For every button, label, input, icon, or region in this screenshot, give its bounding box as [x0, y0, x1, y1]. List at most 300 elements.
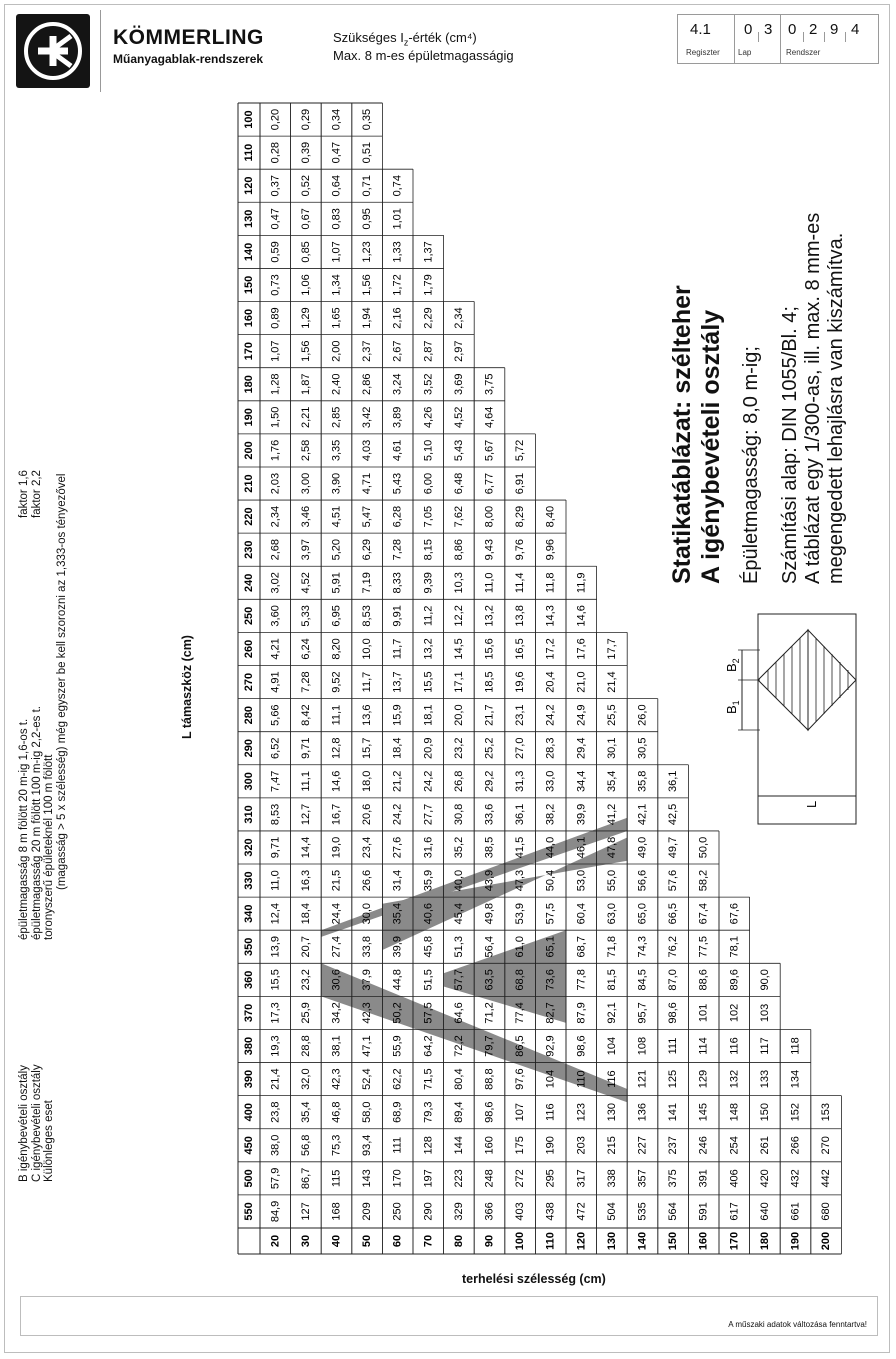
footer-note: A műszaki adatok változása fenntartva!: [728, 1320, 867, 1329]
table-cell: 15,6: [483, 638, 496, 660]
table-cell: 5,72: [514, 439, 527, 462]
table-cell: 62,2: [391, 1068, 404, 1090]
table-cell: 33,0: [544, 770, 557, 793]
table-cell: 472: [575, 1202, 588, 1221]
table-cell: 47,3: [514, 869, 527, 892]
title-line-2: A igénybevételi osztály: [697, 309, 725, 584]
table-cell: 141: [667, 1103, 680, 1122]
span-header: 140: [243, 242, 255, 262]
table-cell: 24,2: [422, 770, 435, 793]
table-cell: 4,61: [391, 439, 404, 462]
table-cell: 11,0: [483, 572, 496, 594]
table-cell: 18,1: [422, 704, 435, 726]
table-cell: 1,29: [299, 307, 312, 329]
table-cell: 5,66: [269, 704, 282, 726]
table-cell: 65,1: [544, 936, 557, 958]
table-cell: 6,00: [422, 472, 435, 495]
table-cell: 31,6: [422, 836, 435, 859]
table-cell: 3,02: [269, 572, 282, 594]
table-cell: 21,7: [483, 704, 496, 726]
span-header: 260: [243, 639, 255, 659]
table-cell: 1,01: [391, 208, 404, 230]
table-cell: 118: [789, 1037, 802, 1055]
table-cell: 104: [605, 1036, 618, 1056]
table-cell: 2,00: [330, 340, 343, 362]
table-cell: 270: [820, 1136, 833, 1155]
table-cell: 57,5: [422, 1002, 435, 1024]
table-cell: 1,34: [330, 274, 343, 296]
table-cell: 8,53: [361, 605, 374, 627]
table-cell: 49,0: [636, 836, 649, 859]
table-cell: 1,56: [361, 274, 374, 296]
brand-name: KÖMMERLING: [113, 26, 264, 49]
table-cell: 1,06: [299, 274, 312, 296]
table-cell: 17,1: [452, 671, 465, 693]
table-cell: 9,71: [299, 737, 312, 759]
table-cell: 38,0: [269, 1134, 282, 1156]
table-cell: 153: [820, 1103, 833, 1122]
table-cell: 30,6: [330, 969, 343, 991]
table-cell: 0,64: [330, 175, 343, 197]
span-header: 350: [243, 937, 255, 956]
table-cell: 6,28: [391, 505, 404, 528]
table-cell: 20,0: [452, 704, 465, 726]
table-cell: 5,43: [391, 472, 404, 495]
table-cell: 2,16: [391, 307, 404, 329]
table-cell: 9,71: [269, 836, 282, 859]
table-cell: 51,3: [452, 936, 465, 958]
table-cell: 27,7: [422, 803, 435, 826]
table-cell: 28,3: [544, 737, 557, 759]
table-cell: 15,9: [391, 704, 404, 726]
table-cell: 26,8: [452, 770, 465, 793]
table-cell: 80,4: [452, 1068, 465, 1090]
table-cell: 8,86: [452, 538, 465, 561]
table-cell: 0,95: [361, 208, 374, 230]
table-cell: 20,4: [544, 671, 557, 693]
table-cell: 20,9: [422, 737, 435, 759]
span-header: 160: [243, 308, 255, 328]
table-cell: 150: [758, 1103, 771, 1122]
table-cell: 13,2: [483, 605, 496, 627]
table-cell: 640: [758, 1202, 771, 1221]
width-header: 50: [361, 1234, 374, 1248]
requirement-line-1: Szükséges $I_z$-érték (cm⁴): [333, 30, 477, 48]
table-cell: 35,2: [452, 836, 465, 859]
table-cell: 44,0: [544, 836, 557, 859]
table-cell: 40,0: [452, 869, 465, 892]
table-cell: 77,8: [575, 969, 588, 991]
table-cell: 3,75: [483, 373, 496, 395]
table-cell: 42,3: [361, 1002, 374, 1024]
table-cell: 49,8: [483, 902, 496, 925]
table-cell: 12,4: [269, 902, 282, 925]
table-cell: 197: [422, 1169, 435, 1188]
table-cell: 21,4: [605, 671, 618, 693]
table-cell: 64,6: [452, 1002, 465, 1024]
table-cell: 50,4: [544, 869, 557, 892]
basis-line-2: A táblázat egy 1/300-as, ill. max. 8 mm-es: [802, 212, 824, 584]
table-cell: 39,9: [575, 803, 588, 826]
table-cell: 43,9: [483, 869, 496, 892]
table-cell: 403: [514, 1202, 527, 1221]
table-cell: 36,1: [514, 803, 527, 826]
table-cell: 215: [605, 1136, 618, 1155]
table-cell: 272: [514, 1169, 527, 1188]
width-header: 120: [575, 1231, 588, 1251]
table-cell: 111: [391, 1136, 404, 1154]
table-cell: 67,6: [728, 902, 741, 925]
register-number: 4.1: [690, 21, 711, 38]
table-cell: 12,7: [299, 803, 312, 826]
table-cell: 0,52: [299, 175, 312, 197]
table-cell: 47,1: [361, 1035, 374, 1057]
width-header: 190: [789, 1231, 802, 1251]
table-cell: 10,3: [452, 572, 465, 594]
table-cell: 4,71: [361, 472, 374, 495]
table-cell: 63,5: [483, 969, 496, 991]
table-cell: 14,5: [452, 638, 465, 660]
table-cell: 17,3: [269, 1002, 282, 1024]
table-cell: 0,67: [299, 208, 312, 230]
table-cell: 0,83: [330, 208, 343, 230]
table-cell: 9,43: [483, 538, 496, 561]
table-cell: 2,85: [330, 406, 343, 429]
table-cell: 11,1: [299, 771, 312, 792]
table-cell: 8,00: [483, 505, 496, 528]
table-cell: 17,2: [544, 638, 557, 660]
table-cell: 61,0: [514, 936, 527, 958]
table-cell: 30,0: [361, 902, 374, 925]
width-header: 40: [330, 1234, 343, 1248]
table-cell: 53,0: [575, 869, 588, 892]
table-cell: 4,52: [299, 572, 312, 594]
span-axis-label: L támaszköz (cm): [180, 635, 194, 739]
table-cell: 35,4: [299, 1101, 312, 1123]
table-cell: 73,6: [544, 969, 557, 991]
table-cell: 564: [667, 1202, 680, 1221]
span-header: 320: [243, 838, 255, 857]
table-cell: 25,9: [299, 1002, 312, 1024]
table-cell: 71,2: [483, 1002, 496, 1024]
title-line-1: Statikatáblázat: szélteher: [668, 285, 696, 584]
span-header: 220: [243, 507, 255, 526]
table-cell: 4,52: [452, 406, 465, 429]
table-cell: 103: [758, 1003, 771, 1023]
table-cell: 420: [758, 1169, 771, 1188]
span-header: 400: [243, 1103, 255, 1122]
table-cell: 2,34: [452, 307, 465, 329]
table-cell: 76,2: [667, 936, 680, 958]
table-cell: 42,3: [330, 1068, 343, 1090]
table-cell: 115: [330, 1169, 343, 1188]
table-cell: 87,9: [575, 1002, 588, 1024]
table-cell: 38,2: [544, 803, 557, 826]
table-cell: 6,77: [483, 472, 496, 495]
table-cell: 25,5: [605, 704, 618, 726]
table-cell: 56,6: [636, 869, 649, 892]
table-cell: 13,7: [391, 671, 404, 693]
brand-subtitle: Műanyagablak-rendszerek: [113, 52, 264, 66]
table-cell: 175: [514, 1136, 527, 1155]
table-cell: 295: [544, 1169, 557, 1188]
table-cell: 1,23: [361, 241, 374, 263]
table-cell: 63,0: [605, 902, 618, 925]
table-cell: 21,4: [269, 1068, 282, 1090]
table-cell: 170: [391, 1169, 404, 1188]
table-cell: 203: [575, 1136, 588, 1155]
table-cell: 97,6: [514, 1068, 527, 1090]
table-cell: 5,20: [330, 538, 343, 561]
table-cell: 1,50: [269, 406, 282, 429]
table-cell: 246: [697, 1136, 710, 1155]
table-cell: 23,2: [299, 969, 312, 991]
span-header: 330: [243, 871, 255, 890]
table-cell: 88,8: [483, 1068, 496, 1090]
table-cell: 10,0: [361, 638, 374, 660]
table-cell: 7,28: [391, 538, 404, 561]
table-cell: 42,5: [667, 803, 680, 826]
table-cell: 18,0: [361, 770, 374, 793]
span-header: 280: [243, 705, 255, 725]
table-cell: 4,91: [269, 671, 282, 693]
table-cell: 4,21: [269, 638, 282, 660]
width-header: 160: [697, 1231, 710, 1251]
table-cell: 12,8: [330, 737, 343, 759]
table-cell: 92,1: [605, 1002, 618, 1024]
table-cell: 46,8: [330, 1101, 343, 1123]
requirement-line-2: Max. 8 m-es épületmagasságig: [333, 48, 514, 63]
table-cell: 75,3: [330, 1134, 343, 1156]
table-cell: 9,76: [514, 538, 527, 561]
width-header: 30: [299, 1234, 312, 1248]
table-cell: 27,6: [391, 836, 404, 859]
table-cell: 406: [728, 1169, 741, 1188]
table-cell: 148: [728, 1103, 741, 1122]
table-cell: 5,43: [452, 439, 465, 462]
table-cell: 7,47: [269, 770, 282, 793]
table-cell: 160: [483, 1136, 496, 1155]
table-cell: 30,8: [452, 803, 465, 826]
span-header: 180: [243, 375, 255, 394]
table-cell: 11,2: [422, 605, 435, 627]
table-cell: 123: [575, 1103, 588, 1122]
table-cell: 25,2: [483, 737, 496, 759]
table-cell: 8,40: [544, 505, 557, 528]
table-cell: 1,72: [391, 274, 404, 296]
table-cell: 6,29: [361, 538, 374, 561]
table-cell: 20,6: [361, 803, 374, 826]
table-cell: 26,6: [361, 869, 374, 892]
table-cell: 8,29: [514, 505, 527, 528]
table-cell: 6,91: [514, 472, 527, 495]
table-cell: 7,62: [452, 505, 465, 528]
table-cell: 57,6: [667, 869, 680, 892]
table-cell: 432: [789, 1169, 802, 1188]
table-cell: 17,6: [575, 638, 588, 660]
table-cell: 20,7: [299, 936, 312, 958]
table-cell: 223: [452, 1169, 465, 1188]
width-header: 200: [820, 1231, 833, 1251]
table-cell: 2,34: [269, 505, 282, 528]
notes-load-classes: B igénybevételi osztály C igénybevételi osztály Különleges eset: [18, 1064, 55, 1182]
table-cell: 266: [789, 1136, 802, 1155]
table-cell: 227: [636, 1136, 649, 1155]
table-cell: 5,10: [422, 439, 435, 462]
table-cell: 51,5: [422, 969, 435, 991]
table-cell: 14,6: [330, 770, 343, 793]
table-cell: 18,4: [391, 737, 404, 759]
table-cell: 261: [758, 1136, 771, 1155]
table-cell: 0,71: [361, 175, 374, 197]
table-cell: 116: [544, 1103, 557, 1121]
table-cell: 23,4: [361, 836, 374, 859]
table-cell: 32,0: [299, 1068, 312, 1090]
table-cell: 5,67: [483, 439, 496, 462]
trapezoid-left: [758, 630, 808, 730]
table-cell: 12,2: [452, 605, 465, 627]
span-header: 250: [243, 606, 255, 626]
table-cell: 3,52: [422, 373, 435, 395]
table-cell: 3,35: [330, 439, 343, 462]
table-cell: 68,8: [514, 969, 527, 991]
table-cell: 237: [667, 1136, 680, 1155]
table-cell: 57,7: [452, 969, 465, 991]
table-cell: 143: [361, 1169, 374, 1188]
table-cell: 1,37: [422, 241, 435, 263]
table-cell: 56,4: [483, 936, 496, 958]
table-cell: 8,15: [422, 538, 435, 561]
system-digit-3: 9: [830, 21, 839, 38]
table-cell: 30,1: [605, 737, 618, 759]
table-cell: 11,8: [544, 572, 557, 594]
width-header: 70: [422, 1234, 435, 1248]
table-cell: 125: [667, 1069, 680, 1089]
table-cell: 661: [789, 1202, 802, 1221]
table-cell: 130: [605, 1103, 618, 1122]
table-cell: 30,5: [636, 737, 649, 759]
label-regiszter: Regiszter: [686, 48, 720, 57]
span-header: 390: [243, 1069, 255, 1089]
table-cell: 108: [636, 1036, 649, 1056]
span-header: 230: [243, 540, 255, 559]
table-cell: 52,4: [361, 1068, 374, 1090]
table-cell: 98,6: [483, 1101, 496, 1123]
table-cell: 15,5: [269, 969, 282, 991]
table-cell: 19,0: [330, 836, 343, 859]
table-cell: 95,7: [636, 1002, 649, 1024]
table-cell: 77,4: [514, 1002, 527, 1024]
table-cell: 144: [452, 1136, 465, 1155]
width-axis-label: terhelési szélesség (cm): [462, 1272, 606, 1286]
table-cell: 4,03: [361, 439, 374, 462]
title-block: [668, 213, 848, 584]
span-header: 370: [243, 1003, 255, 1023]
table-cell: 5,91: [330, 572, 343, 594]
table-cell: 35,4: [391, 902, 404, 925]
table-cell: 53,9: [514, 902, 527, 925]
table-cell: 317: [575, 1169, 588, 1188]
table-cell: 31,3: [514, 770, 527, 793]
table-cell: 16,3: [299, 869, 312, 892]
table-cell: 9,91: [391, 605, 404, 627]
table-cell: 45,4: [452, 902, 465, 925]
table-cell: 0,28: [269, 141, 282, 164]
label-rendszer: Rendszer: [786, 48, 821, 57]
table-cell: 34,2: [330, 1002, 343, 1024]
table-cell: 72,2: [452, 1035, 465, 1057]
table-cell: 366: [483, 1202, 496, 1221]
table-cell: 4,26: [422, 406, 435, 429]
width-header: 80: [452, 1234, 465, 1248]
table-cell: 87,0: [667, 969, 680, 991]
table-cell: 1,94: [361, 307, 374, 329]
width-header: 130: [605, 1231, 618, 1251]
table-cell: 121: [636, 1069, 649, 1089]
label-l: L: [804, 800, 819, 808]
table-cell: 7,19: [361, 572, 374, 594]
table-cell: 93,4: [361, 1134, 374, 1156]
table-cell: 27,0: [514, 737, 527, 759]
table-cell: 39,9: [391, 936, 404, 958]
table-cell: 45,8: [422, 936, 435, 958]
table-cell: 18,5: [483, 671, 496, 693]
span-header: 190: [243, 408, 255, 427]
table-cell: 56,8: [299, 1134, 312, 1156]
table-cell: 2,67: [391, 340, 404, 362]
table-cell: 34,4: [575, 770, 588, 793]
footer-box: [20, 1296, 878, 1336]
table-cell: 21,0: [575, 671, 588, 693]
table-cell: 117: [758, 1037, 771, 1055]
table-cell: 84,5: [636, 969, 649, 991]
table-cell: 0,73: [269, 274, 282, 296]
table-cell: 78,1: [728, 936, 741, 958]
table-cell: 55,9: [391, 1035, 404, 1057]
table-cell: 250: [391, 1202, 404, 1221]
table-cell: 357: [636, 1169, 649, 1188]
table-cell: 13,8: [514, 605, 527, 627]
table-cell: 68,9: [391, 1101, 404, 1123]
table-cell: 2,68: [269, 538, 282, 561]
table-cell: 116: [728, 1037, 741, 1055]
table-cell: 84,9: [269, 1200, 282, 1223]
table-cell: 128: [422, 1136, 435, 1155]
table-cell: 0,37: [269, 175, 282, 197]
table-cell: 8,42: [299, 704, 312, 726]
table-cell: 14,3: [544, 605, 557, 627]
span-header: 550: [243, 1202, 255, 1221]
table-cell: 0,39: [299, 141, 312, 164]
table-cell: 1,79: [422, 274, 435, 296]
table-cell: 127: [299, 1202, 312, 1221]
span-header: 360: [243, 970, 255, 990]
notes-building-heights: épületmagasság 8 m fölött 20 m-ig 1,6-os t. épületmagasság 20 m fölött 100 m-ig 2,2-es t. toronyszerű épületeknél 100 m fölött (magasság > 5 x szélesség) még egyszer be kell szorozni az 1,333-os tényezővel: [18, 473, 68, 940]
table-cell: 11,9: [575, 572, 588, 594]
table-cell: 55,0: [605, 869, 618, 892]
table-cell: 7,05: [422, 505, 435, 528]
table-cell: 24,2: [544, 704, 557, 726]
span-header: 380: [243, 1036, 255, 1056]
label-b2: $B_2$: [724, 658, 741, 672]
span-header: 450: [243, 1136, 255, 1155]
table-cell: 3,90: [330, 472, 343, 495]
table-cell: 1,65: [330, 307, 343, 329]
table-cell: 35,8: [636, 770, 649, 793]
table-cell: 8,20: [330, 638, 343, 660]
table-cell: 2,40: [330, 373, 343, 395]
table-cell: 66,5: [667, 902, 680, 925]
